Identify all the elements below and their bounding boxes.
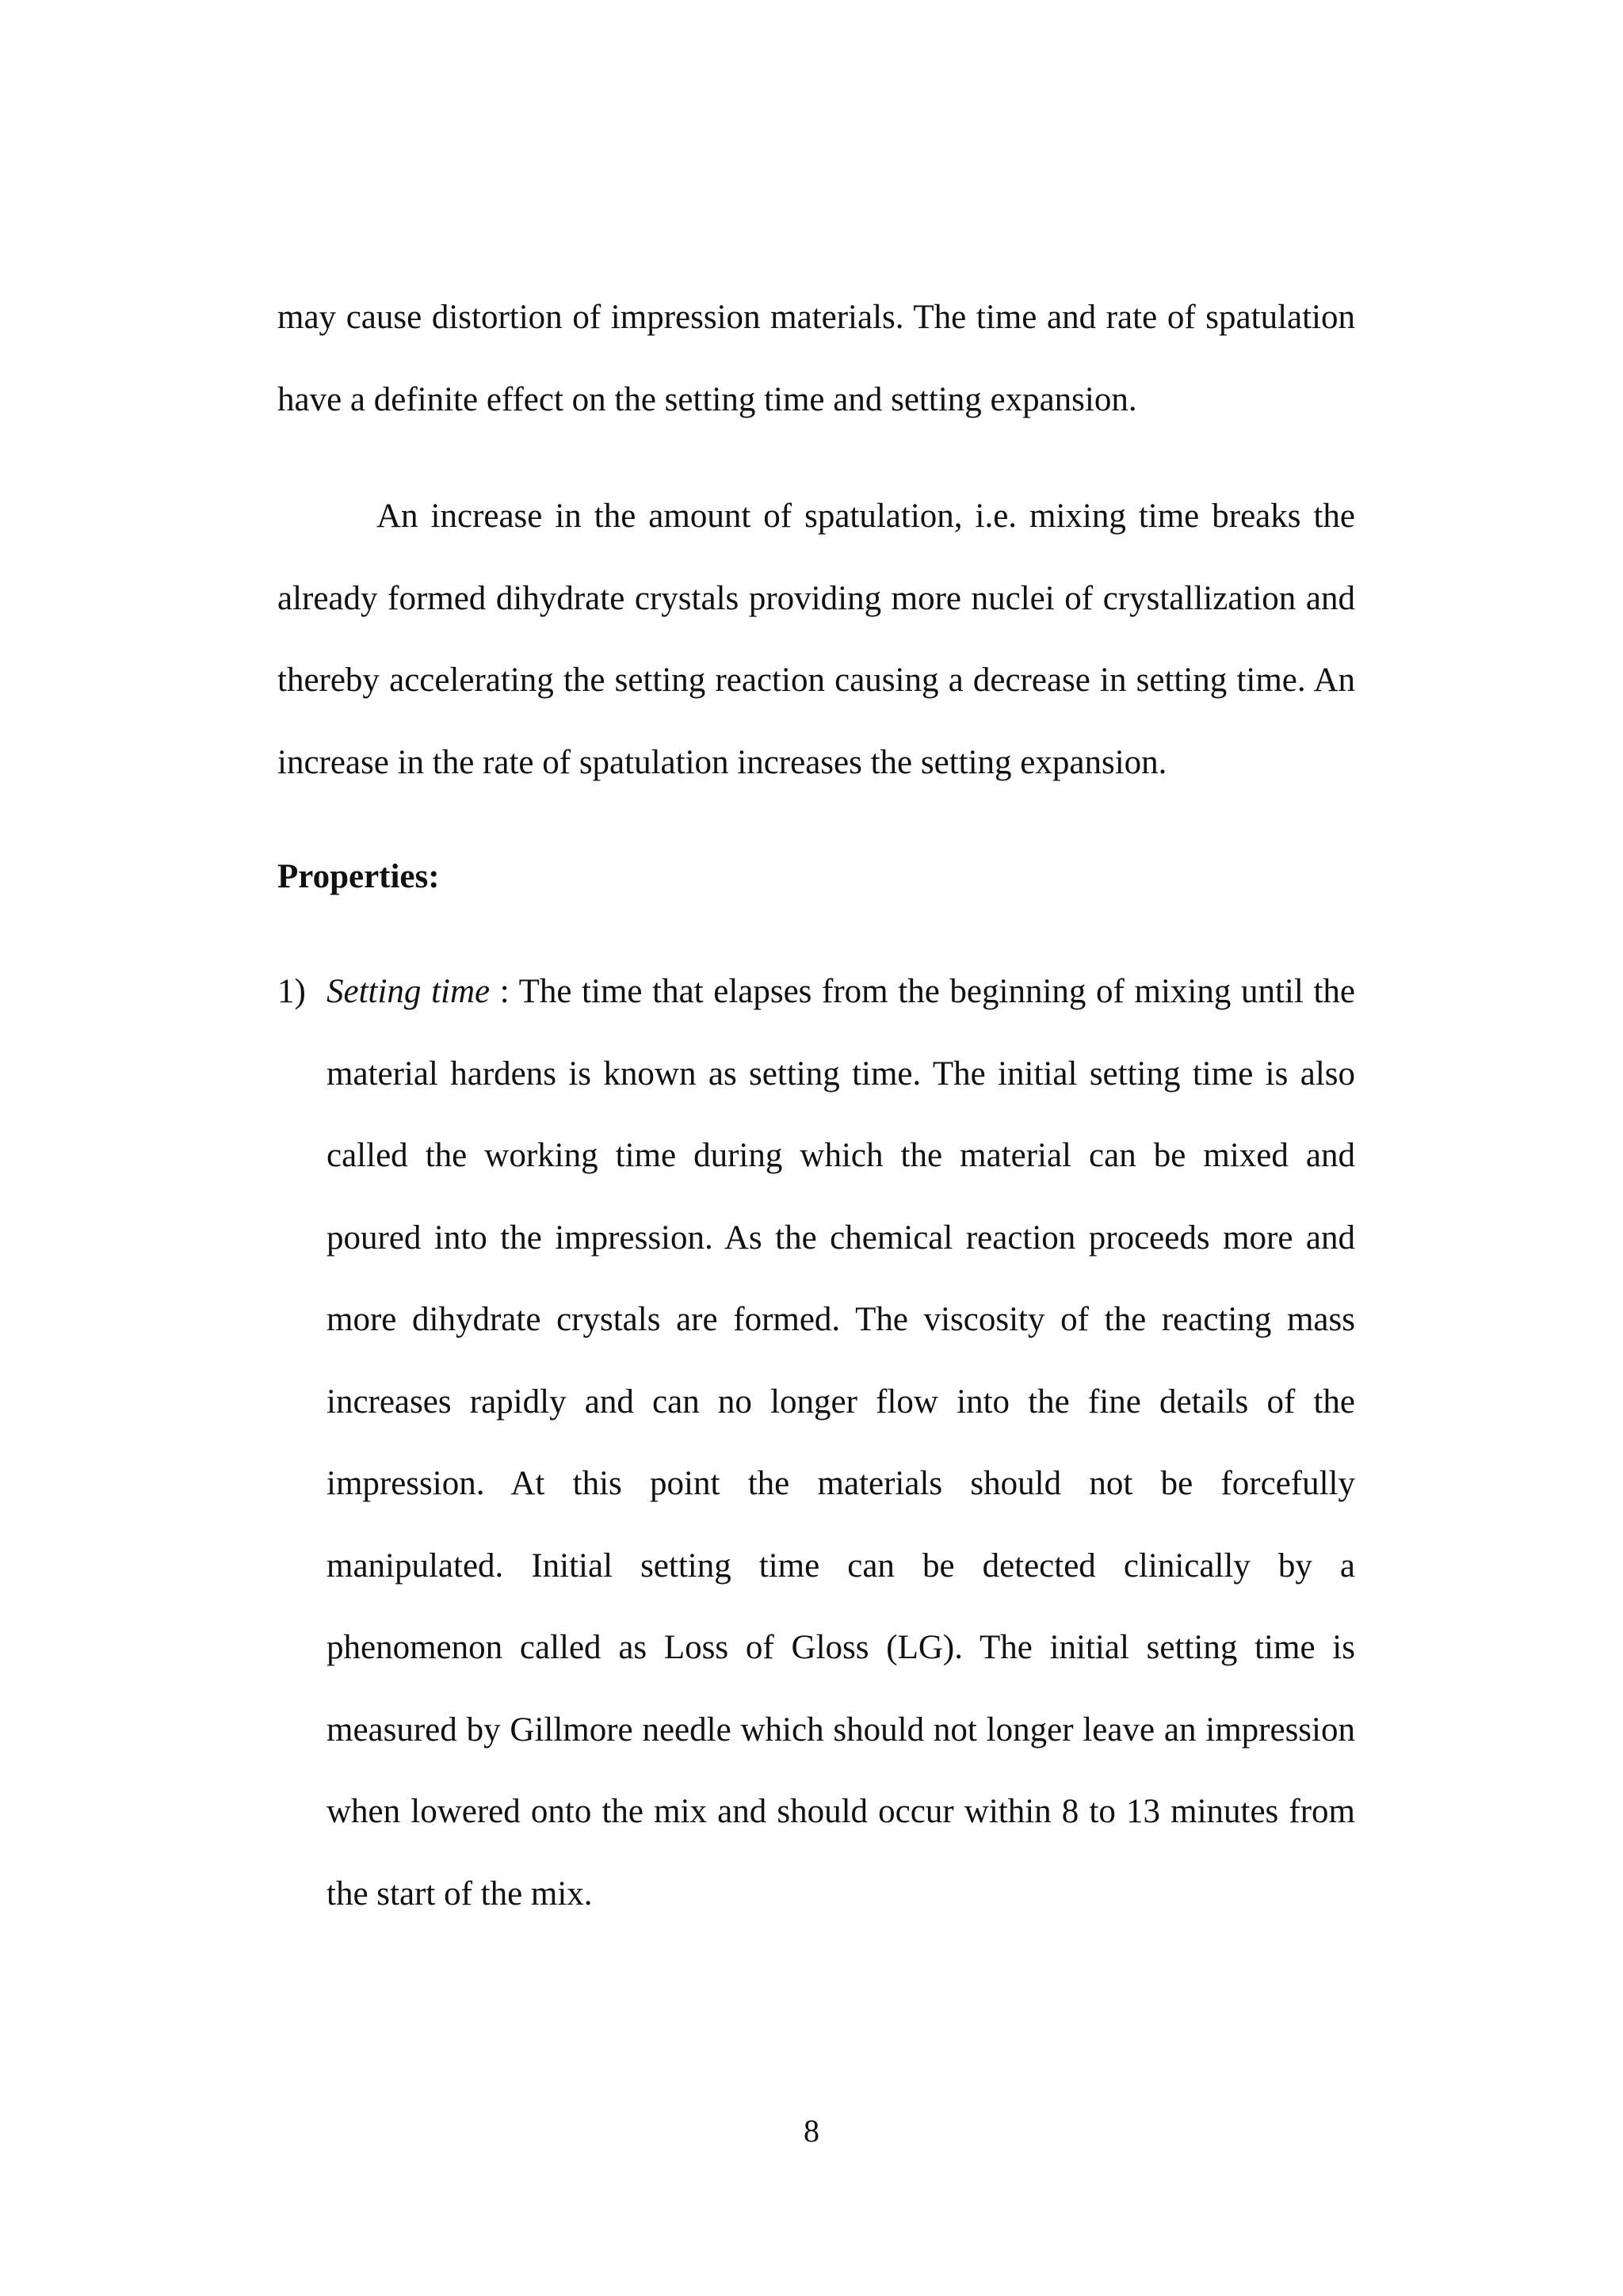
page-number: 8 bbox=[804, 2113, 819, 2149]
list-item-text: The time that elapses from the beginning of mixing until the material hardens is known as setting time. The initial setting time is also called the working time during which the material can be mixed and poured into the impression. As the chemical reaction proceeds more and more dihydrate crystals are formed. The viscosity of the reacting mass increases rapidly and can no longer flow into the fine details of the impression. At this point the materials should not be forcefully manipulated. Initial setting time can be detected clinically by a phenomenon called as Loss of Gloss (LG). The initial setting time is measured by Gillmore needle which should not longer leave an impression when lowered onto the mix and should occur within 8 to 13 minutes from the start of the mix. bbox=[327, 973, 1356, 1913]
list-item-body bbox=[327, 951, 1355, 1935]
list-item-number: 1) bbox=[277, 973, 306, 1010]
paragraph-continued: may cause distortion of impression materials. The time and rate of spatulation have a definite effect on the setting time and setting expansion. bbox=[277, 299, 1355, 418]
paragraph-spatulation: An increase in the amount of spatulation, i.e. mixing time breaks the already formed dihydrate crystals providing more nuclei of crystallization and thereby accelerating the setting reaction causing a decrease in setting time. An increase in the rate of spatulation increases the setting expansion. bbox=[277, 498, 1355, 781]
section-heading: Properties: bbox=[277, 858, 440, 895]
list-item-term: Setting time bbox=[327, 973, 491, 1010]
list-item-separator: : bbox=[490, 973, 519, 1010]
list-item bbox=[277, 951, 1355, 1935]
